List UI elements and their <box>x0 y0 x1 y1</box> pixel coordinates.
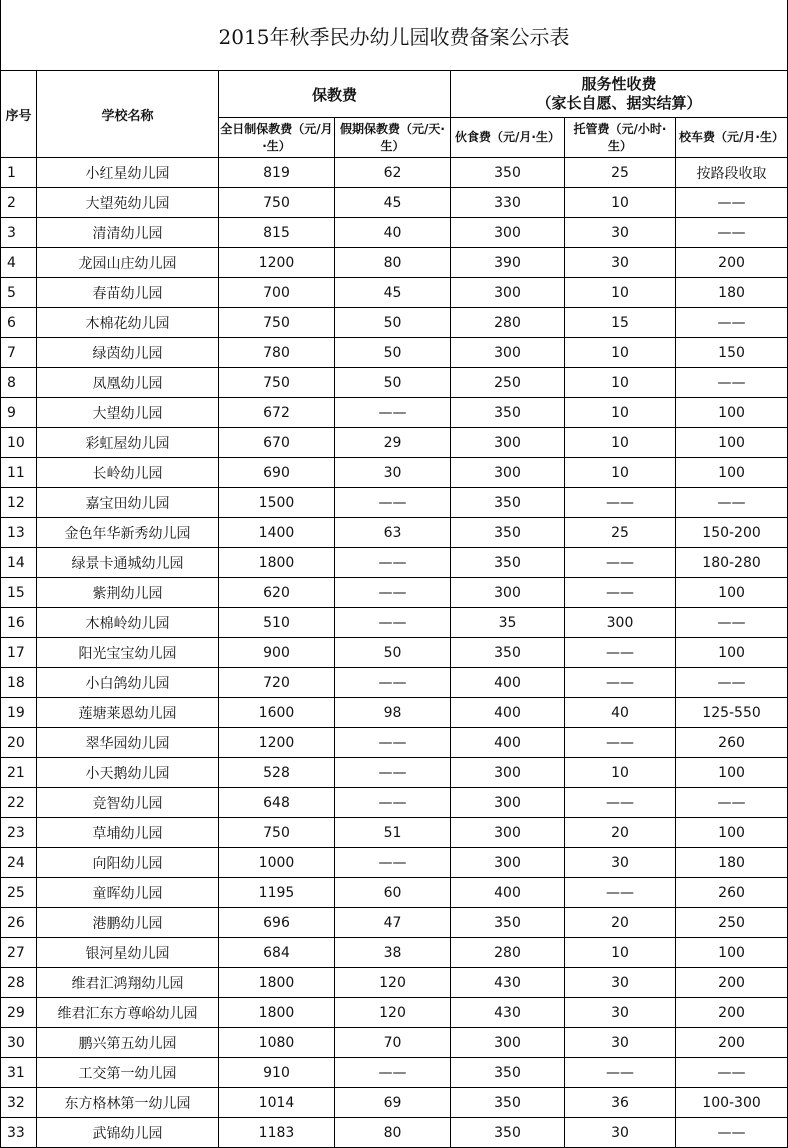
table-row <box>1 428 788 458</box>
bus-fee-cell: 180 <box>676 848 788 878</box>
seq-cell: 3 <box>1 218 37 248</box>
holiday-fee-cell: —— <box>335 548 451 578</box>
holiday-fee-cell: 63 <box>335 518 451 548</box>
custody-fee-cell: 10 <box>565 368 676 398</box>
seq-cell: 9 <box>1 398 37 428</box>
seq-cell: 17 <box>1 638 37 668</box>
custody-fee-cell: —— <box>565 788 676 818</box>
school-name-cell: 凤凰幼儿园 <box>37 368 219 398</box>
meal-fee-cell: 350 <box>451 1058 565 1088</box>
table-row <box>1 848 788 878</box>
full-day-fee-cell: 819 <box>219 158 335 188</box>
seq-cell: 25 <box>1 878 37 908</box>
holiday-fee-cell: 29 <box>335 428 451 458</box>
seq-cell: 23 <box>1 818 37 848</box>
school-name-cell: 大望幼儿园 <box>37 398 219 428</box>
bus-fee-cell: 260 <box>676 878 788 908</box>
seq-cell: 8 <box>1 368 37 398</box>
holiday-fee-cell: —— <box>335 788 451 818</box>
seq-cell: 33 <box>1 1118 37 1148</box>
bus-fee-cell: 180-280 <box>676 548 788 578</box>
full-day-fee-cell: 690 <box>219 458 335 488</box>
seq-cell: 10 <box>1 428 37 458</box>
bus-fee-cell: —— <box>676 188 788 218</box>
full-day-fee-cell: 750 <box>219 308 335 338</box>
full-day-fee-cell: 1800 <box>219 548 335 578</box>
header-service-fee-title: 服务性收费 <box>581 75 657 93</box>
meal-fee-cell: 400 <box>451 728 565 758</box>
header-full-day-fee: 全日制保教费（元/月·生） <box>219 118 335 158</box>
bus-fee-cell: 100 <box>676 758 788 788</box>
bus-fee-cell: 150-200 <box>676 518 788 548</box>
school-name-cell: 草埔幼儿园 <box>37 818 219 848</box>
table-row <box>1 938 788 968</box>
seq-cell: 22 <box>1 788 37 818</box>
custody-fee-cell: 30 <box>565 218 676 248</box>
holiday-fee-cell: 80 <box>335 248 451 278</box>
full-day-fee-cell: 1014 <box>219 1088 335 1118</box>
custody-fee-cell: 30 <box>565 248 676 278</box>
table-row <box>1 338 788 368</box>
meal-fee-cell: 350 <box>451 488 565 518</box>
table-row <box>1 488 788 518</box>
header-school-name: 学校名称 <box>37 71 219 158</box>
full-day-fee-cell: 700 <box>219 278 335 308</box>
full-day-fee-cell: 720 <box>219 668 335 698</box>
bus-fee-cell: 250 <box>676 908 788 938</box>
meal-fee-cell: 350 <box>451 908 565 938</box>
seq-cell: 21 <box>1 758 37 788</box>
meal-fee-cell: 300 <box>451 338 565 368</box>
table-row <box>1 998 788 1028</box>
seq-cell: 6 <box>1 308 37 338</box>
table-row <box>1 308 788 338</box>
school-name-cell: 彩虹屋幼儿园 <box>37 428 219 458</box>
full-day-fee-cell: 620 <box>219 578 335 608</box>
holiday-fee-cell: —— <box>335 848 451 878</box>
table-row <box>1 218 788 248</box>
meal-fee-cell: 350 <box>451 398 565 428</box>
holiday-fee-cell: —— <box>335 608 451 638</box>
seq-cell: 18 <box>1 668 37 698</box>
full-day-fee-cell: 910 <box>219 1058 335 1088</box>
custody-fee-cell: —— <box>565 668 676 698</box>
meal-fee-cell: 250 <box>451 368 565 398</box>
table-row <box>1 278 788 308</box>
custody-fee-cell: 10 <box>565 428 676 458</box>
bus-fee-cell: —— <box>676 488 788 518</box>
holiday-fee-cell: 38 <box>335 938 451 968</box>
full-day-fee-cell: 696 <box>219 908 335 938</box>
table-row <box>1 818 788 848</box>
page-title: 2015年秋季民办幼儿园收费备案公示表 <box>218 25 570 49</box>
table-row <box>1 728 788 758</box>
seq-cell: 19 <box>1 698 37 728</box>
table-row <box>1 878 788 908</box>
bus-fee-cell: 200 <box>676 968 788 998</box>
full-day-fee-cell: 750 <box>219 188 335 218</box>
header-row-1 <box>1 71 788 118</box>
table-row <box>1 458 788 488</box>
full-day-fee-cell: 672 <box>219 398 335 428</box>
meal-fee-cell: 350 <box>451 158 565 188</box>
table-row <box>1 668 788 698</box>
seq-cell: 1 <box>1 158 37 188</box>
school-name-cell: 维君汇鸿翔幼儿园 <box>37 968 219 998</box>
custody-fee-cell: —— <box>565 548 676 578</box>
school-name-cell: 小天鹅幼儿园 <box>37 758 219 788</box>
seq-cell: 2 <box>1 188 37 218</box>
meal-fee-cell: 350 <box>451 548 565 578</box>
custody-fee-cell: —— <box>565 1058 676 1088</box>
holiday-fee-cell: 120 <box>335 968 451 998</box>
seq-cell: 32 <box>1 1088 37 1118</box>
holiday-fee-cell: —— <box>335 1058 451 1088</box>
bus-fee-cell: 100 <box>676 818 788 848</box>
header-service-fee-note: （家长自愿、据实结算） <box>536 94 702 112</box>
holiday-fee-cell: —— <box>335 668 451 698</box>
header-seq: 序号 <box>1 71 37 158</box>
holiday-fee-cell: —— <box>335 488 451 518</box>
meal-fee-cell: 280 <box>451 308 565 338</box>
full-day-fee-cell: 510 <box>219 608 335 638</box>
holiday-fee-cell: 51 <box>335 818 451 848</box>
holiday-fee-cell: 50 <box>335 638 451 668</box>
header-custody-fee: 托管费（元/小时·生） <box>565 118 676 158</box>
holiday-fee-cell: 69 <box>335 1088 451 1118</box>
meal-fee-cell: 390 <box>451 248 565 278</box>
school-name-cell: 紫荆幼儿园 <box>37 578 219 608</box>
table-row <box>1 698 788 728</box>
holiday-fee-cell: 45 <box>335 188 451 218</box>
school-name-cell: 阳光宝宝幼儿园 <box>37 638 219 668</box>
seq-cell: 28 <box>1 968 37 998</box>
holiday-fee-cell: —— <box>335 578 451 608</box>
custody-fee-cell: 30 <box>565 1118 676 1148</box>
meal-fee-cell: 330 <box>451 188 565 218</box>
school-name-cell: 绿茵幼儿园 <box>37 338 219 368</box>
holiday-fee-cell: 50 <box>335 338 451 368</box>
meal-fee-cell: 300 <box>451 788 565 818</box>
seq-cell: 30 <box>1 1028 37 1058</box>
bus-fee-cell: 180 <box>676 278 788 308</box>
seq-cell: 11 <box>1 458 37 488</box>
custody-fee-cell: 10 <box>565 458 676 488</box>
seq-cell: 4 <box>1 248 37 278</box>
school-name-cell: 维君汇东方尊峪幼儿园 <box>37 998 219 1028</box>
table-row <box>1 788 788 818</box>
full-day-fee-cell: 1000 <box>219 848 335 878</box>
school-name-cell: 大望苑幼儿园 <box>37 188 219 218</box>
bus-fee-cell: —— <box>676 218 788 248</box>
school-name-cell: 长岭幼儿园 <box>37 458 219 488</box>
full-day-fee-cell: 1195 <box>219 878 335 908</box>
holiday-fee-cell: —— <box>335 758 451 788</box>
holiday-fee-cell: —— <box>335 728 451 758</box>
seq-cell: 14 <box>1 548 37 578</box>
custody-fee-cell: 10 <box>565 758 676 788</box>
meal-fee-cell: 280 <box>451 938 565 968</box>
meal-fee-cell: 400 <box>451 668 565 698</box>
table-row <box>1 638 788 668</box>
bus-fee-cell: —— <box>676 1058 788 1088</box>
meal-fee-cell: 430 <box>451 968 565 998</box>
custody-fee-cell: —— <box>565 638 676 668</box>
bus-fee-cell: 按路段收取 <box>676 158 788 188</box>
full-day-fee-cell: 780 <box>219 338 335 368</box>
custody-fee-cell: 10 <box>565 338 676 368</box>
bus-fee-cell: 200 <box>676 248 788 278</box>
table-row <box>1 548 788 578</box>
custody-fee-cell: 20 <box>565 818 676 848</box>
school-name-cell: 翠华园幼儿园 <box>37 728 219 758</box>
table-row <box>1 248 788 278</box>
custody-fee-cell: 25 <box>565 158 676 188</box>
bus-fee-cell: 100 <box>676 638 788 668</box>
custody-fee-cell: 30 <box>565 848 676 878</box>
holiday-fee-cell: 62 <box>335 158 451 188</box>
full-day-fee-cell: 1500 <box>219 488 335 518</box>
bus-fee-cell: —— <box>676 608 788 638</box>
holiday-fee-cell: 45 <box>335 278 451 308</box>
bus-fee-cell: 100 <box>676 458 788 488</box>
custody-fee-cell: 40 <box>565 698 676 728</box>
custody-fee-cell: 10 <box>565 188 676 218</box>
meal-fee-cell: 400 <box>451 698 565 728</box>
custody-fee-cell: 36 <box>565 1088 676 1118</box>
custody-fee-cell: 15 <box>565 308 676 338</box>
school-name-cell: 春苗幼儿园 <box>37 278 219 308</box>
seq-cell: 26 <box>1 908 37 938</box>
holiday-fee-cell: —— <box>335 398 451 428</box>
table-row <box>1 1028 788 1058</box>
bus-fee-cell: —— <box>676 668 788 698</box>
meal-fee-cell: 300 <box>451 428 565 458</box>
custody-fee-cell: 10 <box>565 278 676 308</box>
seq-cell: 31 <box>1 1058 37 1088</box>
header-holiday-fee: 假期保教费（元/天·生） <box>335 118 451 158</box>
bus-fee-cell: —— <box>676 368 788 398</box>
bus-fee-cell: 150 <box>676 338 788 368</box>
seq-cell: 16 <box>1 608 37 638</box>
custody-fee-cell: 30 <box>565 968 676 998</box>
holiday-fee-cell: 47 <box>335 908 451 938</box>
meal-fee-cell: 300 <box>451 848 565 878</box>
full-day-fee-cell: 648 <box>219 788 335 818</box>
full-day-fee-cell: 815 <box>219 218 335 248</box>
school-name-cell: 武锦幼儿园 <box>37 1118 219 1148</box>
full-day-fee-cell: 1400 <box>219 518 335 548</box>
bus-fee-cell: —— <box>676 308 788 338</box>
school-name-cell: 童晖幼儿园 <box>37 878 219 908</box>
school-name-cell: 金色年华新秀幼儿园 <box>37 518 219 548</box>
school-name-cell: 嘉宝田幼儿园 <box>37 488 219 518</box>
full-day-fee-cell: 750 <box>219 368 335 398</box>
bus-fee-cell: 100 <box>676 398 788 428</box>
table-row <box>1 1088 788 1118</box>
header-bus-fee: 校车费（元/月·生） <box>676 118 788 158</box>
header-meal-fee: 伙食费（元/月·生） <box>451 118 565 158</box>
school-name-cell: 东方格林第一幼儿园 <box>37 1088 219 1118</box>
meal-fee-cell: 430 <box>451 998 565 1028</box>
full-day-fee-cell: 1080 <box>219 1028 335 1058</box>
holiday-fee-cell: 50 <box>335 368 451 398</box>
meal-fee-cell: 300 <box>451 218 565 248</box>
table-row <box>1 758 788 788</box>
table-row <box>1 908 788 938</box>
holiday-fee-cell: 98 <box>335 698 451 728</box>
meal-fee-cell: 300 <box>451 818 565 848</box>
seq-cell: 13 <box>1 518 37 548</box>
school-name-cell: 莲塘莱恩幼儿园 <box>37 698 219 728</box>
school-name-cell: 港鹏幼儿园 <box>37 908 219 938</box>
bus-fee-cell: 125-550 <box>676 698 788 728</box>
custody-fee-cell: —— <box>565 578 676 608</box>
meal-fee-cell: 300 <box>451 758 565 788</box>
full-day-fee-cell: 1200 <box>219 728 335 758</box>
custody-fee-cell: —— <box>565 728 676 758</box>
seq-cell: 24 <box>1 848 37 878</box>
seq-cell: 15 <box>1 578 37 608</box>
holiday-fee-cell: 70 <box>335 1028 451 1058</box>
full-day-fee-cell: 1800 <box>219 998 335 1028</box>
school-name-cell: 工交第一幼儿园 <box>37 1058 219 1088</box>
holiday-fee-cell: 120 <box>335 998 451 1028</box>
full-day-fee-cell: 1800 <box>219 968 335 998</box>
school-name-cell: 木棉花幼儿园 <box>37 308 219 338</box>
meal-fee-cell: 35 <box>451 608 565 638</box>
meal-fee-cell: 300 <box>451 1028 565 1058</box>
custody-fee-cell: 20 <box>565 908 676 938</box>
seq-cell: 7 <box>1 338 37 368</box>
seq-cell: 12 <box>1 488 37 518</box>
holiday-fee-cell: 80 <box>335 1118 451 1148</box>
full-day-fee-cell: 750 <box>219 818 335 848</box>
table-row <box>1 1118 788 1148</box>
holiday-fee-cell: 40 <box>335 218 451 248</box>
seq-cell: 29 <box>1 998 37 1028</box>
school-name-cell: 木棉岭幼儿园 <box>37 608 219 638</box>
seq-cell: 5 <box>1 278 37 308</box>
school-name-cell: 龙园山庄幼儿园 <box>37 248 219 278</box>
meal-fee-cell: 350 <box>451 1088 565 1118</box>
custody-fee-cell: 30 <box>565 1028 676 1058</box>
bus-fee-cell: 100-300 <box>676 1088 788 1118</box>
meal-fee-cell: 300 <box>451 278 565 308</box>
custody-fee-cell: —— <box>565 488 676 518</box>
meal-fee-cell: 300 <box>451 458 565 488</box>
school-name-cell: 绿景卡通城幼儿园 <box>37 548 219 578</box>
table-row <box>1 608 788 638</box>
school-name-cell: 小白鸽幼儿园 <box>37 668 219 698</box>
school-name-cell: 银河星幼儿园 <box>37 938 219 968</box>
holiday-fee-cell: 50 <box>335 308 451 338</box>
bus-fee-cell: 100 <box>676 428 788 458</box>
school-name-cell: 向阳幼儿园 <box>37 848 219 878</box>
holiday-fee-cell: 60 <box>335 878 451 908</box>
bus-fee-cell: 200 <box>676 998 788 1028</box>
full-day-fee-cell: 1600 <box>219 698 335 728</box>
full-day-fee-cell: 1183 <box>219 1118 335 1148</box>
seq-cell: 27 <box>1 938 37 968</box>
seq-cell: 20 <box>1 728 37 758</box>
custody-fee-cell: 10 <box>565 398 676 428</box>
school-name-cell: 鹏兴第五幼儿园 <box>37 1028 219 1058</box>
custody-fee-cell: 300 <box>565 608 676 638</box>
table-row <box>1 1058 788 1088</box>
table-row <box>1 518 788 548</box>
meal-fee-cell: 350 <box>451 518 565 548</box>
bus-fee-cell: —— <box>676 788 788 818</box>
full-day-fee-cell: 900 <box>219 638 335 668</box>
full-day-fee-cell: 1200 <box>219 248 335 278</box>
meal-fee-cell: 400 <box>451 878 565 908</box>
header-service-fee <box>451 71 788 118</box>
table-row <box>1 368 788 398</box>
meal-fee-cell: 300 <box>451 578 565 608</box>
header-care-fee: 保教费 <box>219 71 451 118</box>
bus-fee-cell: 100 <box>676 578 788 608</box>
table-row <box>1 158 788 188</box>
bus-fee-cell: 200 <box>676 1028 788 1058</box>
full-day-fee-cell: 684 <box>219 938 335 968</box>
meal-fee-cell: 350 <box>451 1118 565 1148</box>
table-row <box>1 578 788 608</box>
table-row <box>1 188 788 218</box>
table-row <box>1 968 788 998</box>
school-name-cell: 小红星幼儿园 <box>37 158 219 188</box>
custody-fee-cell: 30 <box>565 998 676 1028</box>
school-name-cell: 清清幼儿园 <box>37 218 219 248</box>
custody-fee-cell: 25 <box>565 518 676 548</box>
school-name-cell: 竞智幼儿园 <box>37 788 219 818</box>
custody-fee-cell: 10 <box>565 938 676 968</box>
custody-fee-cell: —— <box>565 878 676 908</box>
full-day-fee-cell: 528 <box>219 758 335 788</box>
bus-fee-cell: 100 <box>676 938 788 968</box>
holiday-fee-cell: 30 <box>335 458 451 488</box>
bus-fee-cell: —— <box>676 1118 788 1148</box>
meal-fee-cell: 350 <box>451 638 565 668</box>
bus-fee-cell: 260 <box>676 728 788 758</box>
full-day-fee-cell: 670 <box>219 428 335 458</box>
table-row <box>1 398 788 428</box>
fee-table <box>0 70 788 1148</box>
